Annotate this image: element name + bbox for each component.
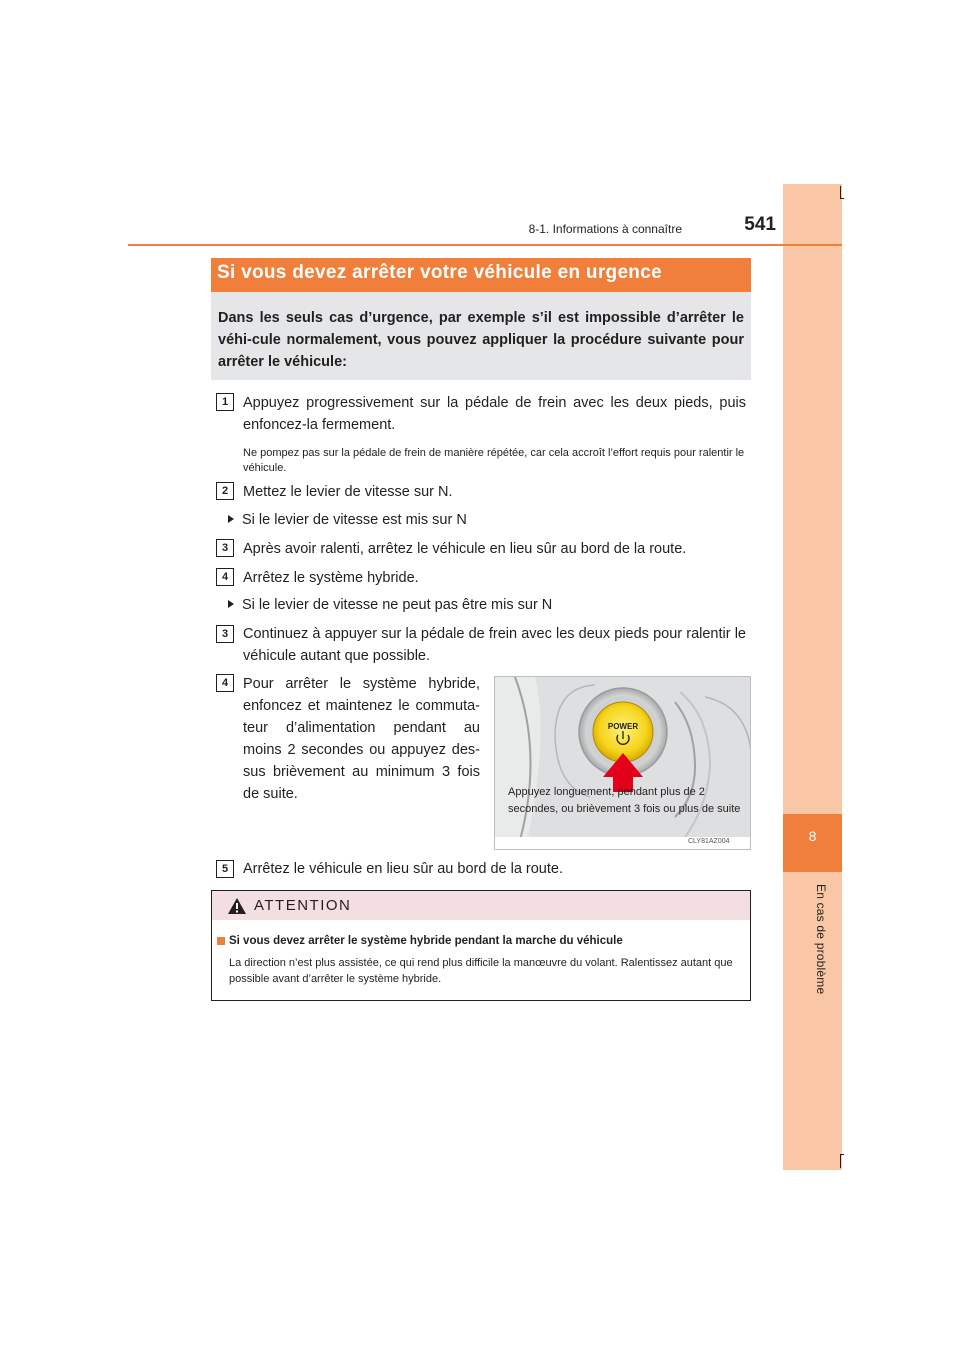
step-text: Appuyez progressivement sur la pédale de frein avec les deux pieds, puis enfoncez-la fermement. <box>243 395 746 433</box>
page-title: Si vous devez arrêter votre véhicule en urgence <box>217 262 662 283</box>
step-text: Continuez à appuyer sur la pédale de frein avec les deux pieds pour ralentir le véhicule autant que possible. <box>243 626 746 664</box>
step-number: 4 <box>216 674 234 692</box>
side-tab <box>783 184 842 1170</box>
page-number: 541 <box>744 214 776 235</box>
sub-heading: Si le levier de vitesse ne peut pas être mis sur N <box>228 594 748 616</box>
triangle-bullet-icon <box>228 515 234 523</box>
chapter-title: En cas de problème <box>814 884 828 995</box>
figure-caption: Appuyez longuement, pendant plus de 2 secondes, ou brièvement 3 fois ou plus de suite <box>508 786 741 815</box>
step-text: Arrêtez le véhicule en lieu sûr au bord de la route. <box>243 861 563 877</box>
power-switch-drawing <box>495 677 751 850</box>
header-rule <box>128 244 842 246</box>
crop-mark <box>840 1154 844 1155</box>
warning-triangle-icon <box>227 897 247 915</box>
step-number: 5 <box>216 860 234 878</box>
chapter-number: 8 <box>808 828 817 844</box>
sub-heading: Si le levier de vitesse est mis sur N <box>228 509 748 531</box>
step-number: 3 <box>216 539 234 557</box>
power-switch-illustration <box>494 676 751 850</box>
triangle-bullet-icon <box>228 600 234 608</box>
step-text: Mettez le levier de vitesse sur N. <box>243 484 453 500</box>
step-number: 4 <box>216 568 234 586</box>
power-button-label: POWER <box>607 722 639 731</box>
crop-mark <box>840 1154 841 1168</box>
warning-item-text: La direction n’est plus assistée, ce qui rend plus difficile la manœuvre du volant. Ralentissez autant que possible avant d’arrêter le système hybride. <box>229 957 733 985</box>
crop-mark <box>840 186 841 198</box>
step-text: Arrêtez le système hybride. <box>243 570 419 586</box>
crop-mark <box>840 198 844 199</box>
figure-code: CLY81AZ004 <box>688 838 730 845</box>
square-bullet-icon <box>217 937 225 945</box>
warning-title: ATTENTION <box>254 897 352 914</box>
warning-item-title: Si vous devez arrêter le système hybride pendant la marche du véhicule <box>229 935 623 947</box>
step-number: 3 <box>216 625 234 643</box>
step-text: Après avoir ralenti, arrêtez le véhicule en lieu sûr au bord de la route. <box>243 541 687 557</box>
step-note: Ne pompez pas sur la pédale de frein de manière répétée, car cela accroît l’effort requis pour ralentir le véhicule. <box>243 447 745 474</box>
step-number: 2 <box>216 482 234 500</box>
step-number: 1 <box>216 393 234 411</box>
intro-text: Dans les seuls cas d’urgence, par exemple s’il est impossible d’arrêter le véhi-cule normalement, vous pouvez appliquer la procédure suivante pour arrêter le véhicule: <box>218 310 744 370</box>
step-text: Pour arrêter le système hybride, enfoncez et maintenez le commuta-teur d’alimentation pendant au moins 2 secondes ou appuyez des-sus brièvement au minimum 3 fois de suite. <box>243 676 480 802</box>
section-label: 8-1. Informations à connaître <box>528 222 682 236</box>
